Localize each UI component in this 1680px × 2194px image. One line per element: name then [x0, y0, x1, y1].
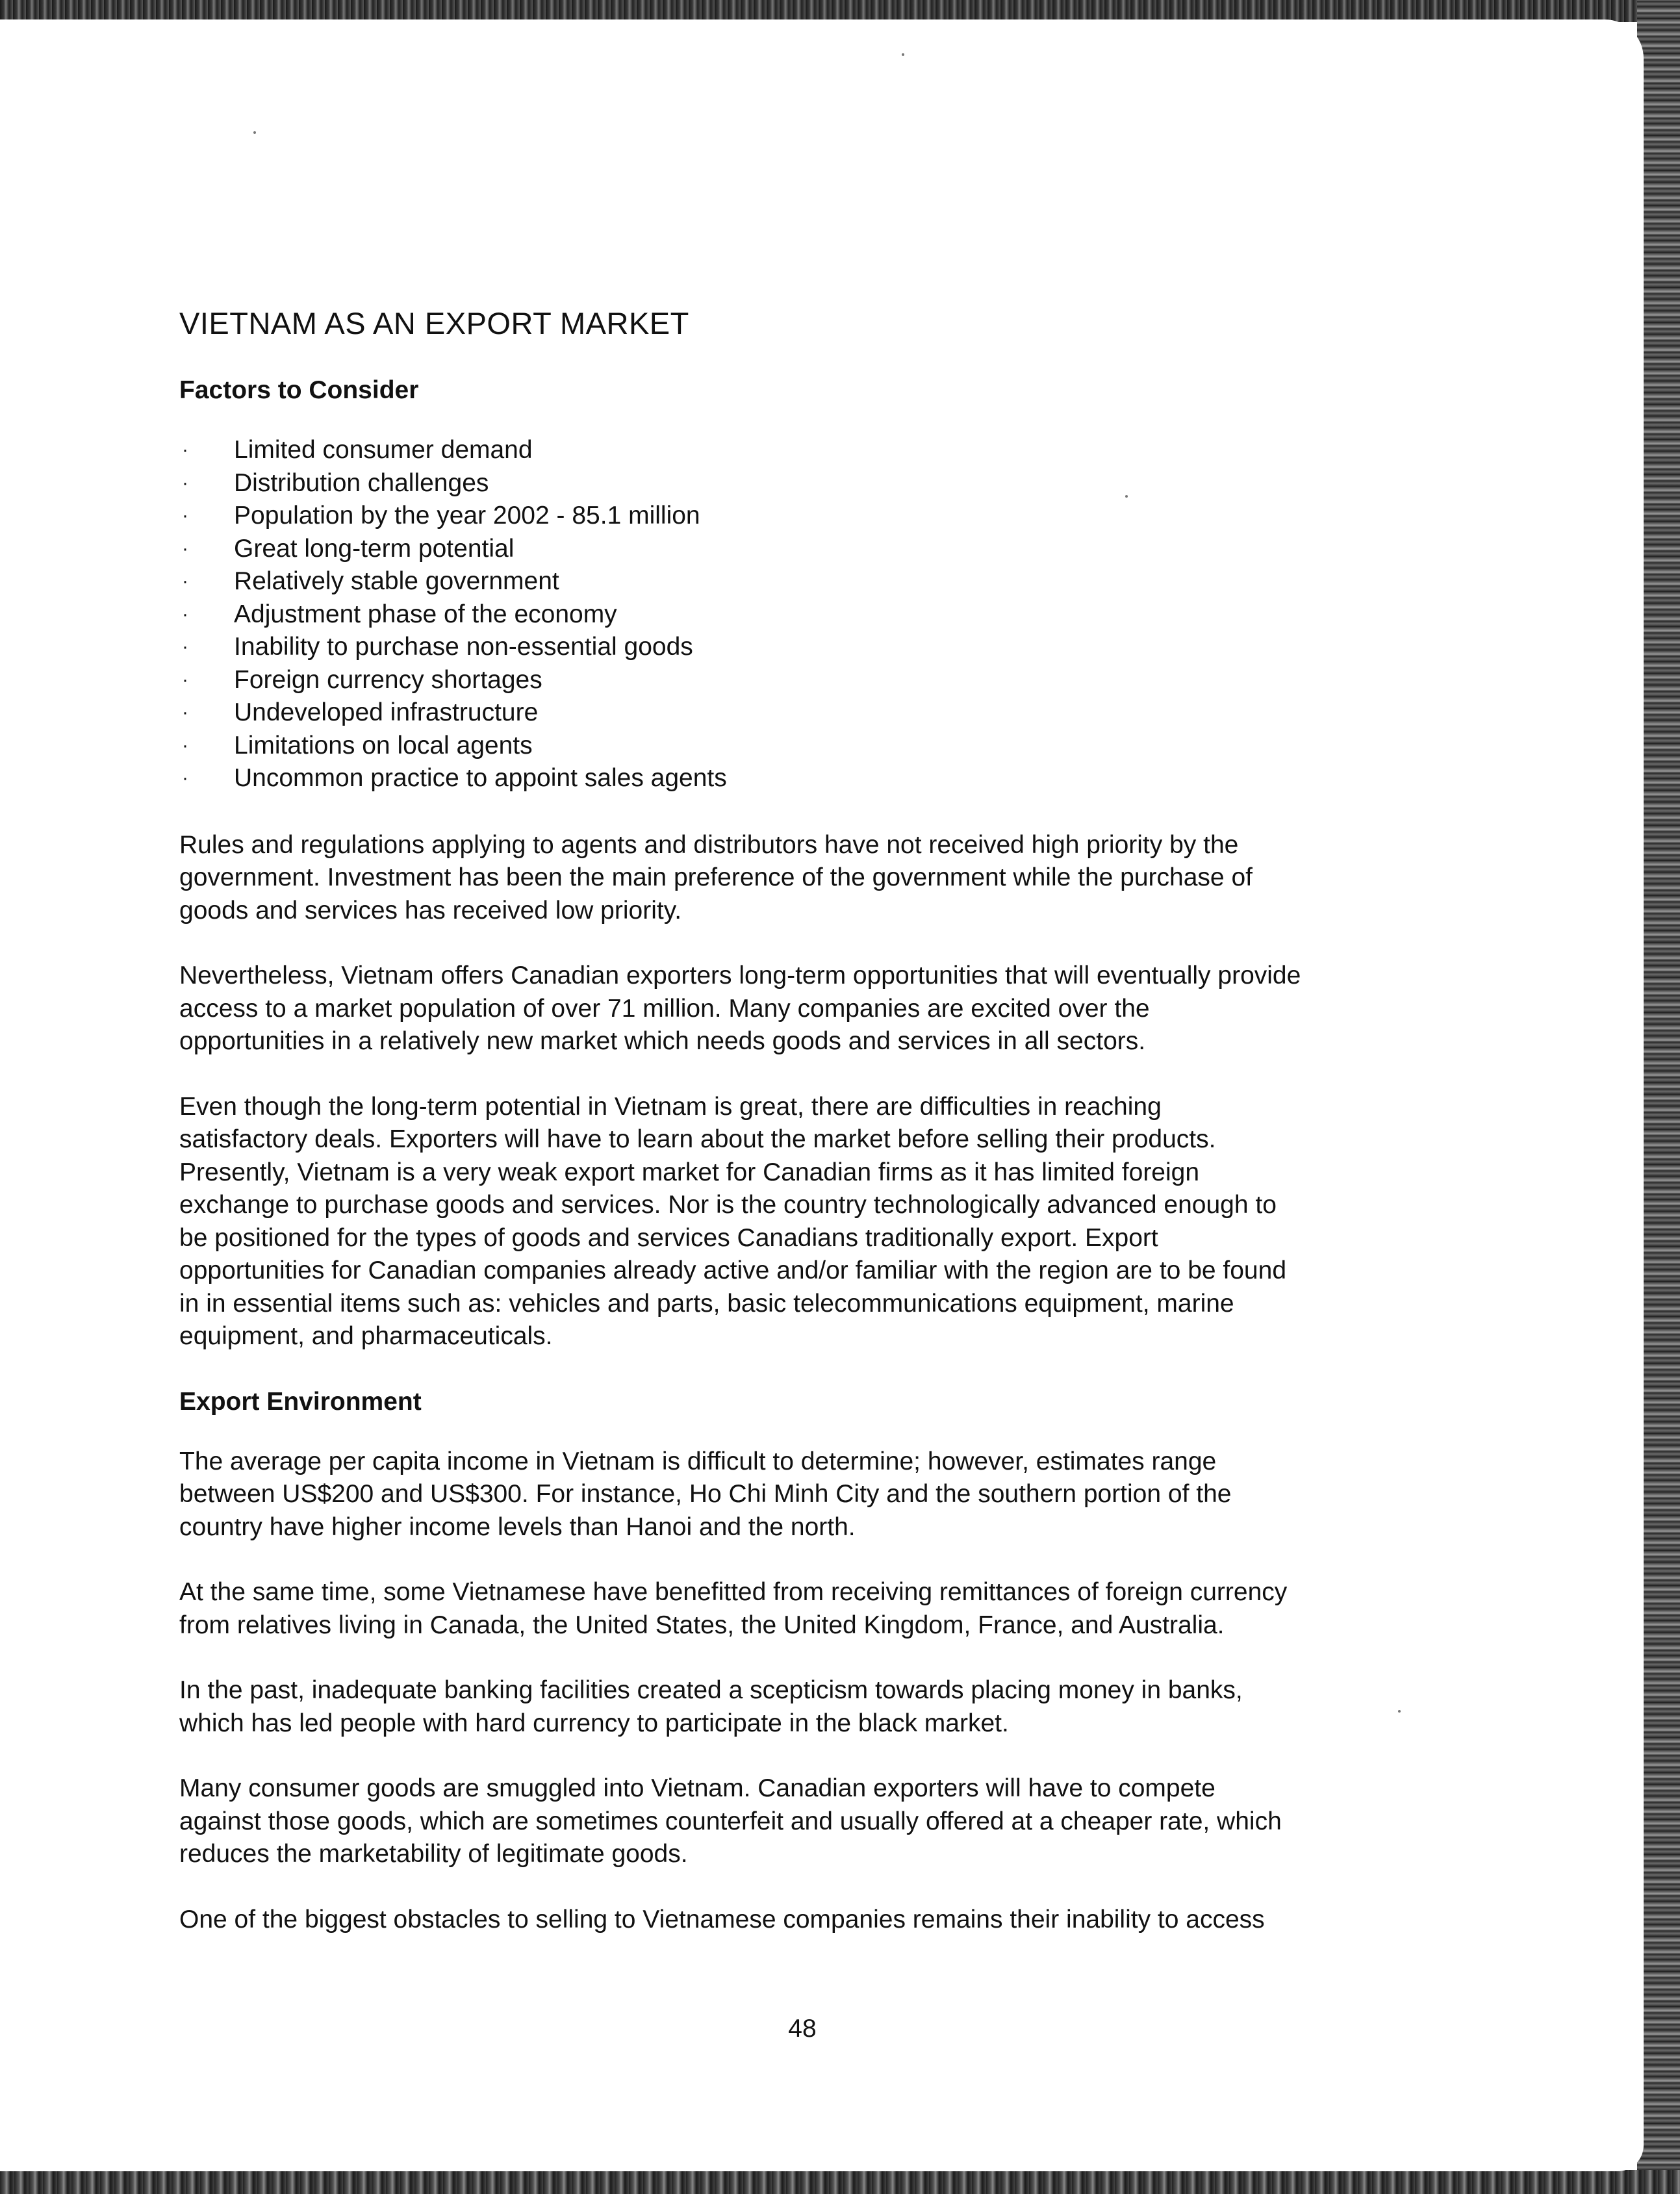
bullet-icon: · — [182, 767, 188, 789]
scan-speck — [902, 53, 904, 56]
bullet-icon: · — [182, 669, 188, 691]
list-item: · Limitations on local agents — [179, 730, 1485, 763]
paragraph-opportunities: Nevertheless, Vietnam offers Canadian exporters long-term opportunities that will eventually provide access to a market population of over 71 million. Many companies are excited over the opportunities in a relatively new market which needs goods and services in all sectors. — [179, 962, 1301, 1055]
bullet-icon: · — [182, 472, 188, 494]
paragraph-difficulties: Even though the long-term potential in Vietnam is great, there are difficulties in reaching satisfactory deals. Exporters will have to learn about the market before selling their products. Presently, Vietnam is a very weak export market for Canadian firms as it has limited foreign exchange to purchase goods and services. Nor is the country technologically advanced enough to be positioned for the types of goods and services Canadians traditionally export. Export opportunities for Canadian companies already active and/or familiar with the region are to be found in in essential items such as: vehicles and parts, basic telecommunications equipment, marine equipment, and pharmaceuticals. — [179, 1092, 1287, 1350]
paragraph-smuggled-goods: Many consumer goods are smuggled into Vietnam. Canadian exporters will have to compete against those goods, which are sometimes counterfeit and usually offered at a cheaper rate, which reduces the marketability of legitimate goods. — [179, 1774, 1282, 1868]
bullet-icon: · — [182, 537, 188, 559]
bullet-icon: · — [182, 570, 188, 592]
list-item: · Undeveloped infrastructure — [179, 696, 1485, 730]
section-heading-export-environment: Export Environment — [179, 1387, 422, 1416]
list-item: · Foreign currency shortages — [179, 664, 1485, 697]
bullet-icon: · — [182, 505, 188, 526]
list-item: · Distribution challenges — [179, 467, 1485, 500]
bullet-icon: · — [182, 734, 188, 756]
scan-border-top — [0, 0, 1680, 22]
list-item: · Adjustment phase of the economy — [179, 598, 1485, 631]
bullet-icon: · — [182, 603, 188, 625]
list-item: · Limited consumer demand — [179, 434, 1485, 467]
document-page — [0, 19, 1644, 2171]
document-body — [179, 304, 1485, 1969]
factors-list — [179, 434, 1485, 795]
bullet-icon: · — [182, 702, 188, 723]
paragraph-banking: In the past, inadequate banking facilities created a scepticism towards placing money in banks, which has led people with hard currency to participate in the black market. — [179, 1676, 1243, 1737]
document-title: VIETNAM AS AN EXPORT MARKET — [179, 306, 689, 340]
paragraph-per-capita-income: The average per capita income in Vietnam is difficult to determine; however, estimates range between US$200 and US$300. For instance, Ho Chi Minh City and the southern portion of the country have higher income levels than Hanoi and the north. — [179, 1447, 1232, 1541]
list-item: · Great long-term potential — [179, 533, 1485, 566]
list-item: · Relatively stable government — [179, 565, 1485, 598]
page-number: 48 — [788, 2015, 817, 2043]
list-item: · Population by the year 2002 - 85.1 million — [179, 500, 1485, 533]
paragraph-remittances: At the same time, some Vietnamese have benefitted from receiving remittances of foreign currency from relatives living in Canada, the United States, the United Kingdom, France, and Australia. — [179, 1578, 1288, 1639]
list-item: · Uncommon practice to appoint sales agents — [179, 762, 1485, 795]
section-heading-factors: Factors to Consider — [179, 376, 419, 404]
bullet-icon: · — [182, 636, 188, 657]
paragraph-obstacles: One of the biggest obstacles to selling to Vietnamese companies remains their inability to access — [179, 1905, 1265, 1933]
list-item: · Inability to purchase non-essential goods — [179, 631, 1485, 664]
scan-border-bottom — [0, 2170, 1680, 2194]
scan-speck — [253, 131, 256, 134]
bullet-icon: · — [182, 439, 188, 461]
paragraph-rules-regulations: Rules and regulations applying to agents and distributors have not received high priority by the government. Investment has been the main preference of the government while the purchase of goods and services has received low priority. — [179, 830, 1253, 925]
